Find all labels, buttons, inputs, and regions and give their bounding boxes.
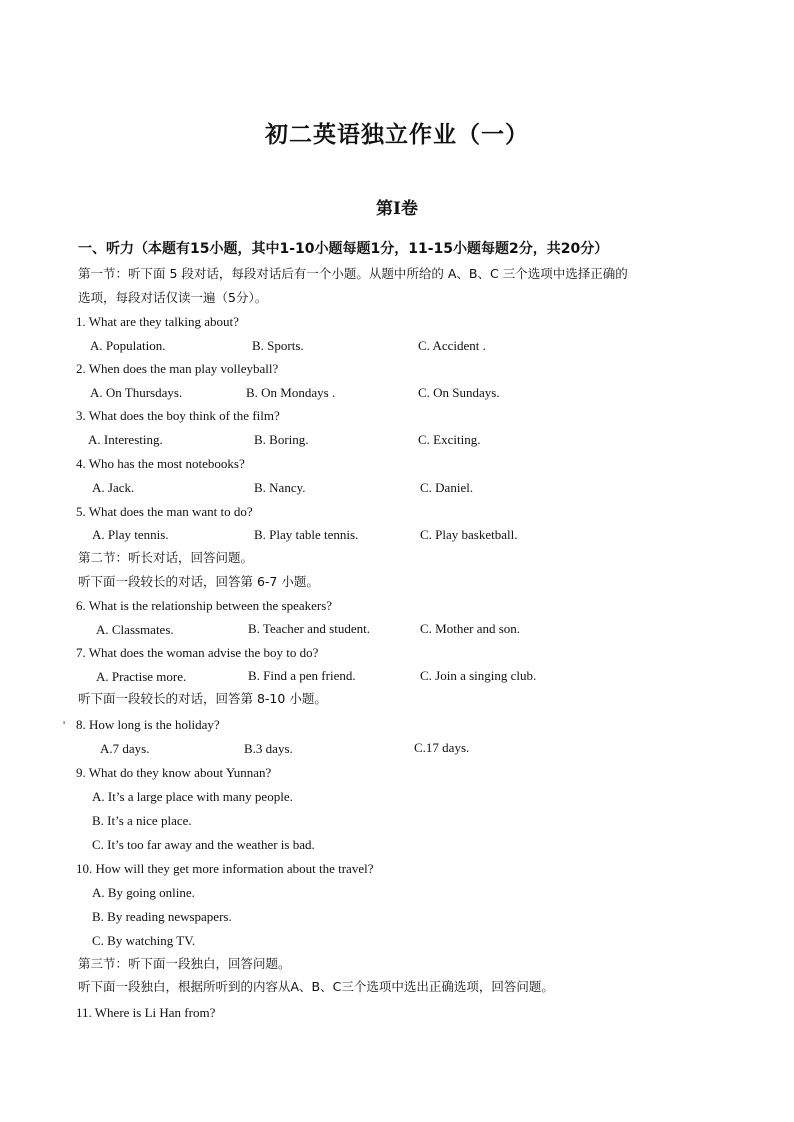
question-1-option-a: A. Population. bbox=[90, 338, 166, 353]
question-2-option-c: C. On Sundays. bbox=[418, 385, 500, 400]
section2-intro-6-7: 听下面一段较长的对话，回答第 6-7 小题。 bbox=[78, 574, 319, 589]
question-9-option-c: C. It’s too far away and the weather is bad. bbox=[92, 837, 315, 852]
question-5-option-a: A. Play tennis. bbox=[92, 527, 169, 542]
question-4-option-c: C. Daniel. bbox=[420, 480, 474, 495]
question-7-option-b: B. Find a pen friend. bbox=[248, 668, 356, 683]
question-7-option-a: A. Practise more. bbox=[96, 669, 187, 684]
section3-intro: 听下面一段独白，根据所听到的内容从A、B、C三个选项中选出正确选项，回答问题。 bbox=[78, 979, 554, 994]
question-2-option-b: B. On Mondays . bbox=[246, 385, 336, 400]
question-8-option-b: B.3 days. bbox=[244, 741, 293, 756]
question-3-option-b: B. Boring. bbox=[254, 432, 309, 447]
question-1-option-b: B. Sports. bbox=[252, 338, 304, 353]
section2-title: 第二节：听长对话，回答问题。 bbox=[78, 550, 254, 565]
volume-title: 第Ⅰ卷 bbox=[376, 199, 418, 219]
question-1-option-c: C. Accident . bbox=[418, 338, 486, 353]
question-1: 1. What are they talking about? bbox=[76, 314, 239, 329]
question-6: 6. What is the relationship between the speakers? bbox=[76, 598, 333, 613]
question-2: 2. When does the man play volleyball? bbox=[76, 361, 279, 376]
question-4-option-a: A. Jack. bbox=[92, 480, 135, 495]
question-5-option-b: B. Play table tennis. bbox=[254, 527, 359, 542]
question-6-option-c: C. Mother and son. bbox=[420, 621, 521, 636]
part1-heading: 一、听力（本题有15小题，其中1-10小题每题1分，11-15小题每题2分，共20分） bbox=[78, 241, 609, 257]
question-4: 4. Who has the most notebooks? bbox=[76, 456, 245, 471]
question-10-option-c: C. By watching TV. bbox=[92, 933, 196, 948]
question-7-option-c: C. Join a singing club. bbox=[420, 668, 537, 683]
question-11: 11. Where is Li Han from? bbox=[76, 1005, 216, 1020]
question-10-option-a: A. By going online. bbox=[92, 885, 195, 900]
question-9: 9. What do they know about Yunnan? bbox=[76, 765, 272, 780]
question-10: 10. How will they get more information about the travel? bbox=[76, 861, 374, 876]
question-6-option-a: A. Classmates. bbox=[96, 622, 174, 637]
question-6-option-b: B. Teacher and student. bbox=[248, 621, 370, 636]
section1-instruction-line1: 第一节：听下面 5 段对话，每段对话后有一个小题。从题中所给的 A、B、C 三个选项中选择正确的 bbox=[78, 266, 628, 281]
question-8-option-c: C.17 days. bbox=[414, 740, 470, 755]
section2-intro-8-10: 听下面一段较长的对话，回答第 8-10 小题。 bbox=[78, 691, 327, 706]
question-8-option-a: A.7 days. bbox=[100, 741, 150, 756]
margin-mark: ' bbox=[63, 718, 66, 732]
question-5-option-c: C. Play basketball. bbox=[420, 527, 518, 542]
page-title: 初二英语独立作业（一） bbox=[265, 121, 529, 148]
question-3-option-a: A. Interesting. bbox=[88, 432, 163, 447]
question-9-option-a: A. It’s a large place with many people. bbox=[92, 789, 293, 804]
question-3: 3. What does the boy think of the film? bbox=[76, 408, 280, 423]
question-2-option-a: A. On Thursdays. bbox=[90, 385, 183, 400]
question-4-option-b: B. Nancy. bbox=[254, 480, 306, 495]
question-7: 7. What does the woman advise the boy to do? bbox=[76, 645, 319, 660]
question-10-option-b: B. By reading newspapers. bbox=[92, 909, 232, 924]
question-8: 8. How long is the holiday? bbox=[76, 717, 220, 732]
question-9-option-b: B. It’s a nice place. bbox=[92, 813, 192, 828]
section1-instruction-line2: 选项，每段对话仅读一遍（5分）。 bbox=[78, 290, 268, 305]
question-3-option-c: C. Exciting. bbox=[418, 432, 481, 447]
question-5: 5. What does the man want to do? bbox=[76, 504, 253, 519]
section3-title: 第三节：听下面一段独白，回答问题。 bbox=[78, 956, 291, 971]
